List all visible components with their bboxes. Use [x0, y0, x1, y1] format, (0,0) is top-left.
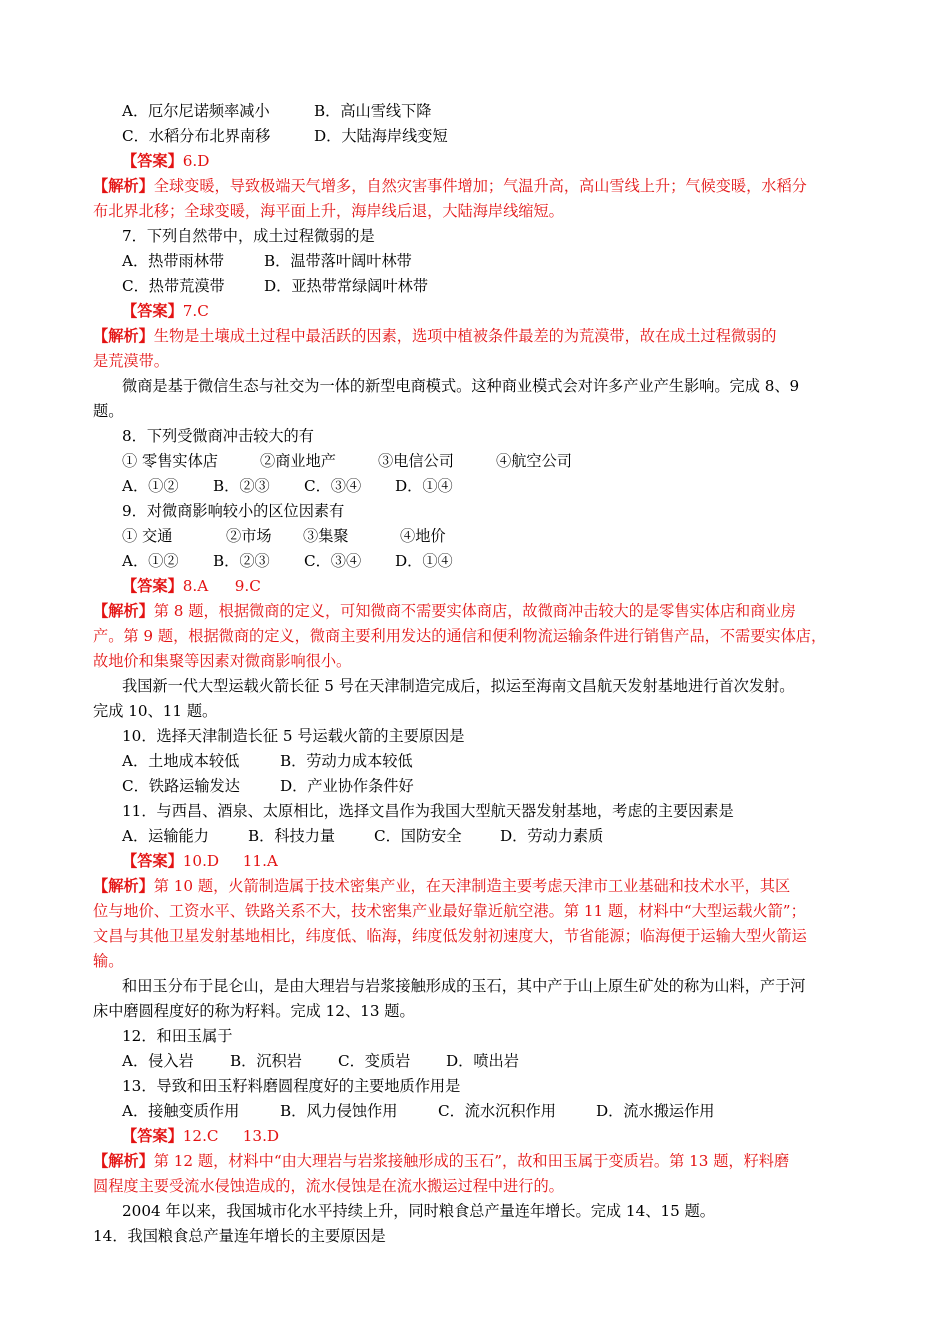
q14-stem: 14．我国粮食总产量连年增长的主要原因是: [93, 1227, 386, 1245]
q9-item-1: ① 交通: [122, 527, 173, 545]
q8-items: [122, 449, 572, 473]
analysis-tag: 【解析】: [93, 602, 154, 620]
q6-analysis-line1: [93, 174, 807, 198]
q12-option-c: C．变质岩: [338, 1052, 411, 1070]
q6-options-row2: [122, 124, 448, 148]
q8-stem: 8．下列受微商冲击较大的有: [122, 427, 314, 445]
ans-10-11-analysis-line3: 文昌与其他卫星发射基地相比，纬度低、临海，纬度低发射初速度大，节省能源；临海便于运输大型火箭运: [93, 927, 807, 945]
q13-option-c: C．流水沉积作用: [438, 1102, 556, 1120]
q9-option-b: B．②③: [213, 552, 270, 570]
intro-12-13-line2: 床中磨圆程度好的称为籽料。完成 12、13 题。: [93, 1002, 415, 1020]
answer-text-1: 8.A: [182, 577, 209, 595]
q13-option-a: A．接触变质作用: [122, 1102, 240, 1120]
analysis-text: 第 12 题，材料中“由大理岩与岩浆接触形成的玉石”，故和田玉属于变质岩。第 13 题，籽料磨: [153, 1152, 790, 1170]
q10-options-row1: [122, 749, 413, 773]
q6-answer: [122, 149, 209, 173]
answer-tag: 【答案】: [122, 152, 183, 170]
intro-14-15-line1: 2004 年以来，我国城市化水平持续上升，同时粮食总产量连年增长。完成 14、15 题。: [122, 1202, 715, 1220]
q6-option-b: B．高山雪线下降: [314, 102, 432, 120]
q11-option-b: B．科技力量: [248, 827, 336, 845]
intro-10-11-line1: 我国新一代大型运载火箭长征 5 号在天津制造完成后，拟运至海南文昌航天发射基地进行首次发射。: [122, 677, 795, 695]
q12-option-a: A．侵入岩: [122, 1052, 194, 1070]
intro-10-11-line2: 完成 10、11 题。: [93, 702, 218, 720]
analysis-tag: 【解析】: [93, 877, 154, 895]
q13-option-d: D．流水搬运作用: [596, 1102, 715, 1120]
q9-item-2: ②市场: [226, 527, 272, 545]
q10-stem: 10．选择天津制造长征 5 号运载火箭的主要原因是: [122, 727, 465, 745]
analysis-text: 生物是土壤成土过程中最活跃的因素，选项中植被条件最差的为荒漠带，故在成土过程微弱的: [153, 327, 777, 345]
q11-option-a: A．运输能力: [122, 827, 209, 845]
q8-option-d: D．①④: [395, 477, 453, 495]
q10-option-b: B．劳动力成本较低: [280, 752, 413, 770]
q7-analysis-line1: [93, 324, 776, 348]
q11-option-c: C．国防安全: [374, 827, 462, 845]
q12-stem: 12．和田玉属于: [122, 1027, 233, 1045]
q11-stem: 11．与西昌、酒泉、太原相比，选择文昌作为我国大型航天器发射基地，考虑的主要因素是: [122, 802, 734, 820]
ans-8-9-analysis-line3: 故地价和集聚等因素对微商影响很小。: [93, 652, 352, 670]
answer-tag: 【答案】: [122, 302, 183, 320]
answer-text: 7.C: [182, 302, 209, 320]
q7-option-a: A．热带雨林带: [122, 252, 225, 270]
q9-option-c: C．③④: [304, 552, 362, 570]
q9-item-4: ④地价: [400, 527, 446, 545]
q10-options-row2: [122, 774, 414, 798]
q9-option-a: A．①②: [122, 552, 179, 570]
q7-answer: [122, 299, 209, 323]
q7-option-c: C．热带荒漠带: [122, 277, 225, 295]
analysis-tag: 【解析】: [93, 1152, 154, 1170]
answer-text-2: 13.D: [242, 1127, 280, 1145]
answer-text: 6.D: [182, 152, 210, 170]
q7-options-row2: [122, 274, 428, 298]
q8-option-a: A．①②: [122, 477, 179, 495]
ans-8-9-analysis-line2: 产。第 9 题，根据微商的定义，微商主要利用发达的通信和便利物流运输条件进行销售产品，不需要实体店，: [93, 627, 827, 645]
q13-option-b: B．风力侵蚀作用: [280, 1102, 398, 1120]
q12-option-d: D．喷出岩: [446, 1052, 519, 1070]
ans-10-11-analysis-line2: 位与地价、工资水平、铁路关系不大，技术密集产业最好靠近航空港。第 11 题，材料中“大型运载火箭”；: [93, 902, 806, 920]
q7-options-row1: [122, 249, 412, 273]
ans-12-13-analysis-line1: [93, 1149, 789, 1173]
q6-analysis-line2: 布北界北移；全球变暖，海平面上升，海岸线后退，大陆海岸线缩短。: [93, 202, 564, 220]
intro-8-9-line2: 题。: [93, 402, 124, 420]
answer-tag: 【答案】: [122, 1127, 183, 1145]
answer-text-2: 11.A: [242, 852, 278, 870]
q10-option-c: C．铁路运输发达: [122, 777, 240, 795]
q6-options-row1: [122, 99, 431, 123]
ans-8-9-answer: [122, 574, 261, 598]
q9-item-3: ③集聚: [303, 527, 349, 545]
q13-options: [122, 1099, 715, 1123]
q7-stem: 7．下列自然带中，成土过程微弱的是: [122, 227, 375, 245]
q8-item-3: ③电信公司: [378, 452, 454, 470]
q8-options: [122, 474, 453, 498]
q9-items: [122, 524, 446, 548]
q9-option-d: D．①④: [395, 552, 453, 570]
ans-12-13-answer: [122, 1124, 279, 1148]
q10-option-d: D．产业协作条件好: [280, 777, 414, 795]
answer-text-1: 10.D: [182, 852, 220, 870]
q6-option-d: D．大陆海岸线变短: [314, 127, 448, 145]
q7-option-b: B．温带落叶阔叶林带: [264, 252, 412, 270]
ans-10-11-analysis-line1: [93, 874, 790, 898]
q7-option-d: D．亚热带常绿阔叶林带: [264, 277, 429, 295]
q6-option-c: C．水稻分布北界南移: [122, 127, 271, 145]
q8-option-c: C．③④: [304, 477, 362, 495]
q7-analysis-line2: 是荒漠带。: [93, 352, 169, 370]
q10-option-a: A．土地成本较低: [122, 752, 240, 770]
analysis-text: 第 10 题，火箭制造属于技术密集产业，在天津制造主要考虑天津市工业基础和技术水平，其区: [153, 877, 791, 895]
answer-tag: 【答案】: [122, 577, 183, 595]
q8-option-b: B．②③: [213, 477, 270, 495]
q8-item-2: ②商业地产: [260, 452, 336, 470]
q6-option-a: A．厄尔尼诺频率减小: [122, 102, 270, 120]
analysis-text: 第 8 题，根据微商的定义，可知微商不需要实体商店，故微商冲击较大的是零售实体店和商业房: [153, 602, 796, 620]
q8-item-4: ④航空公司: [496, 452, 572, 470]
answer-tag: 【答案】: [122, 852, 183, 870]
q11-options: [122, 824, 603, 848]
q12-option-b: B．沉积岩: [230, 1052, 302, 1070]
q9-options: [122, 549, 453, 573]
analysis-tag: 【解析】: [93, 327, 154, 345]
analysis-text: 全球变暖，导致极端天气增多，自然灾害事件增加；气温升高，高山雪线上升；气候变暖，水稻分: [153, 177, 807, 195]
q8-item-1: ① 零售实体店: [122, 452, 218, 470]
intro-8-9-line1: 微商是基于微信生态与社交为一体的新型电商模式。这种商业模式会对许多产业产生影响。完成 8、9: [122, 377, 800, 395]
ans-8-9-analysis-line1: [93, 599, 796, 623]
q13-stem: 13．导致和田玉籽料磨圆程度好的主要地质作用是: [122, 1077, 461, 1095]
q12-options: [122, 1049, 519, 1073]
analysis-tag: 【解析】: [93, 177, 154, 195]
answer-text-1: 12.C: [182, 1127, 219, 1145]
q11-option-d: D．劳动力素质: [500, 827, 604, 845]
ans-12-13-analysis-line2: 圆程度主要受流水侵蚀造成的，流水侵蚀是在流水搬运过程中进行的。: [93, 1177, 564, 1195]
ans-10-11-analysis-line4: 输。: [93, 952, 124, 970]
answer-text-2: 9.C: [234, 577, 261, 595]
intro-12-13-line1: 和田玉分布于昆仑山，是由大理岩与岩浆接触形成的玉石，其中产于山上原生矿处的称为山料，产于河: [122, 977, 806, 995]
ans-10-11-answer: [122, 849, 278, 873]
q9-stem: 9．对微商影响较小的区位因素有: [122, 502, 345, 520]
